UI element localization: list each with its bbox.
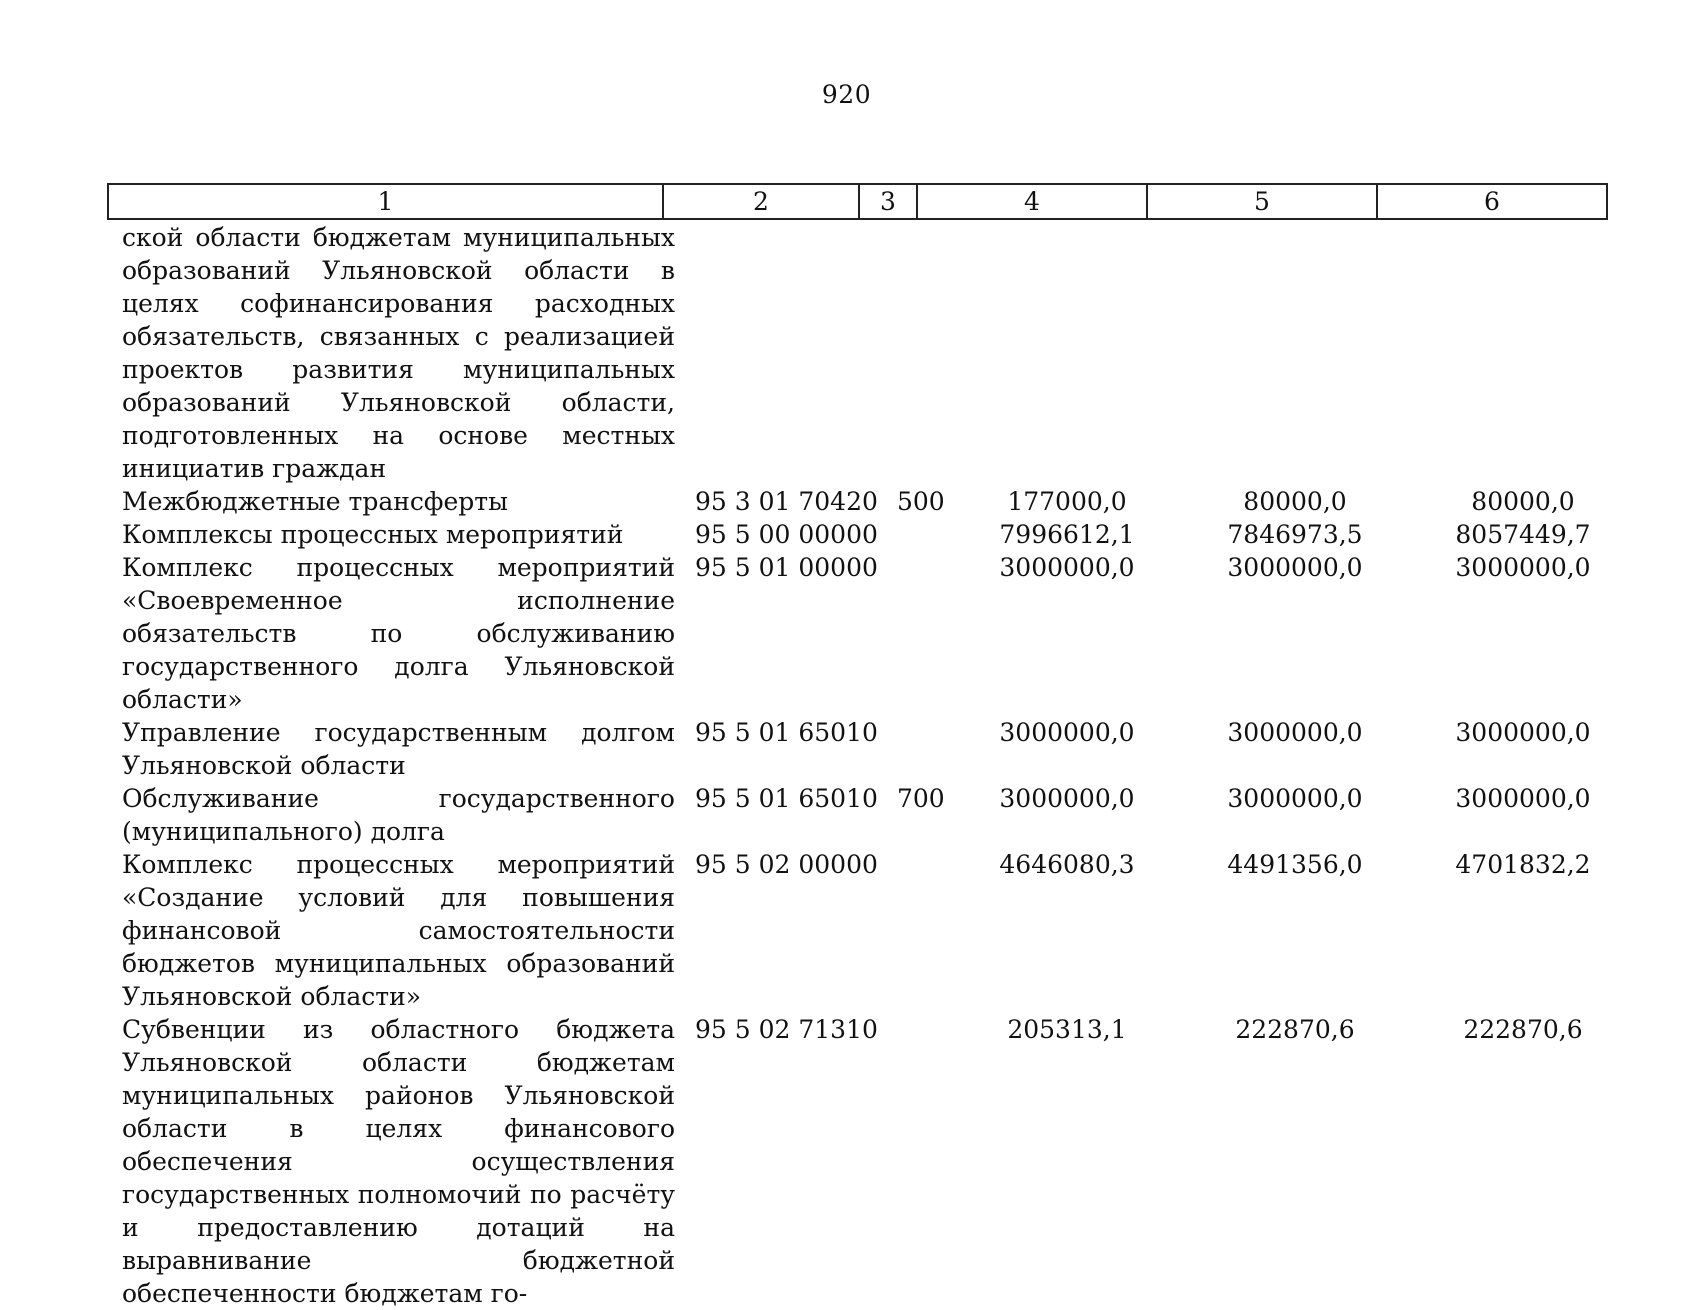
column-header-2: 2 bbox=[663, 184, 859, 219]
column-header-1: 1 bbox=[108, 184, 663, 219]
row-code: 95 5 01 65010 bbox=[695, 718, 878, 747]
row-value-1 bbox=[953, 221, 1181, 485]
table-row bbox=[107, 221, 1637, 485]
row-expense-type: 500 bbox=[897, 487, 945, 516]
row-value-1: 3000000,0 bbox=[999, 553, 1135, 582]
table-row bbox=[107, 716, 1637, 782]
row-value-2: 3000000,0 bbox=[1227, 553, 1363, 582]
row-expense-type bbox=[889, 716, 953, 782]
row-name: Субвенции из областного бюджета Ульяновской области бюджетам муниципальных районов Ульяновской области в целях финансового обеспечения осуществления государственных полномочий по расчёту и предоставлению дотаций на выравнивание бюджетной обеспеченности бюджетам го- bbox=[122, 1015, 675, 1308]
row-expense-type bbox=[889, 848, 953, 1013]
row-code: 95 5 02 00000 bbox=[695, 850, 878, 879]
row-value-3: 3000000,0 bbox=[1455, 718, 1591, 747]
row-code: 95 5 01 65010 bbox=[695, 784, 878, 813]
column-header-row bbox=[108, 184, 1607, 219]
column-header-3: 3 bbox=[859, 184, 917, 219]
row-expense-type bbox=[889, 518, 953, 551]
page-number: 920 bbox=[821, 80, 872, 109]
table-row bbox=[107, 1013, 1637, 1310]
row-code: 95 5 01 00000 bbox=[695, 553, 878, 582]
column-header-5: 5 bbox=[1147, 184, 1377, 219]
row-value-2: 3000000,0 bbox=[1227, 718, 1363, 747]
row-value-1: 7996612,1 bbox=[999, 520, 1135, 549]
row-value-3: 4701832,2 bbox=[1455, 850, 1591, 879]
row-name: Обслуживание государственного (муниципального) долга bbox=[122, 784, 675, 846]
row-value-3 bbox=[1409, 221, 1637, 485]
row-value-3: 222870,6 bbox=[1463, 1015, 1583, 1044]
row-value-2 bbox=[1181, 221, 1409, 485]
row-value-2: 7846973,5 bbox=[1227, 520, 1363, 549]
table-row bbox=[107, 551, 1637, 716]
row-value-1: 3000000,0 bbox=[999, 718, 1135, 747]
table-row bbox=[107, 485, 1637, 518]
row-expense-type bbox=[889, 221, 953, 485]
row-code: 95 5 02 71310 bbox=[695, 1015, 878, 1044]
row-value-1: 4646080,3 bbox=[999, 850, 1135, 879]
row-value-2: 80000,0 bbox=[1243, 487, 1347, 516]
row-code bbox=[679, 221, 889, 485]
row-value-1: 205313,1 bbox=[1007, 1015, 1127, 1044]
row-name: ской области бюджетам муниципальных образований Ульяновской области в целях софинансирования расходных обязательств, связанных с реализацией проектов развития муниципальных образований Ульяновской области, подготовленных на основе местных инициатив граждан bbox=[122, 223, 675, 483]
column-header-4: 4 bbox=[917, 184, 1147, 219]
row-value-2: 4491356,0 bbox=[1227, 850, 1363, 879]
row-name: Комплекс процессных мероприятий «Создание условий для повышения финансовой самостоятельности бюджетов муниципальных образований Ульяновской области» bbox=[122, 850, 675, 1011]
budget-table bbox=[107, 221, 1637, 1310]
column-header-table bbox=[107, 183, 1608, 220]
table-row bbox=[107, 782, 1637, 848]
row-value-3: 3000000,0 bbox=[1455, 553, 1591, 582]
row-expense-type: 700 bbox=[897, 784, 945, 813]
row-expense-type bbox=[889, 551, 953, 716]
budget-table-body bbox=[107, 221, 1637, 1310]
row-value-3: 8057449,7 bbox=[1455, 520, 1591, 549]
row-value-1: 3000000,0 bbox=[999, 784, 1135, 813]
row-value-2: 222870,6 bbox=[1235, 1015, 1355, 1044]
row-name: Комплекс процессных мероприятий «Своевременное исполнение обязательств по обслуживанию государственного долга Ульяновской области» bbox=[122, 553, 675, 714]
row-expense-type bbox=[889, 1013, 953, 1310]
column-header-6: 6 bbox=[1377, 184, 1607, 219]
row-name: Межбюджетные трансферты bbox=[122, 487, 509, 516]
row-code: 95 3 01 70420 bbox=[695, 487, 878, 516]
table-row bbox=[107, 848, 1637, 1013]
row-code: 95 5 00 00000 bbox=[695, 520, 878, 549]
row-value-3: 3000000,0 bbox=[1455, 784, 1591, 813]
table-row bbox=[107, 518, 1637, 551]
row-value-2: 3000000,0 bbox=[1227, 784, 1363, 813]
row-name: Управление государственным долгом Ульяновской области bbox=[122, 718, 675, 780]
row-value-3: 80000,0 bbox=[1471, 487, 1575, 516]
row-value-1: 177000,0 bbox=[1007, 487, 1127, 516]
row-name: Комплексы процессных мероприятий bbox=[122, 520, 624, 549]
